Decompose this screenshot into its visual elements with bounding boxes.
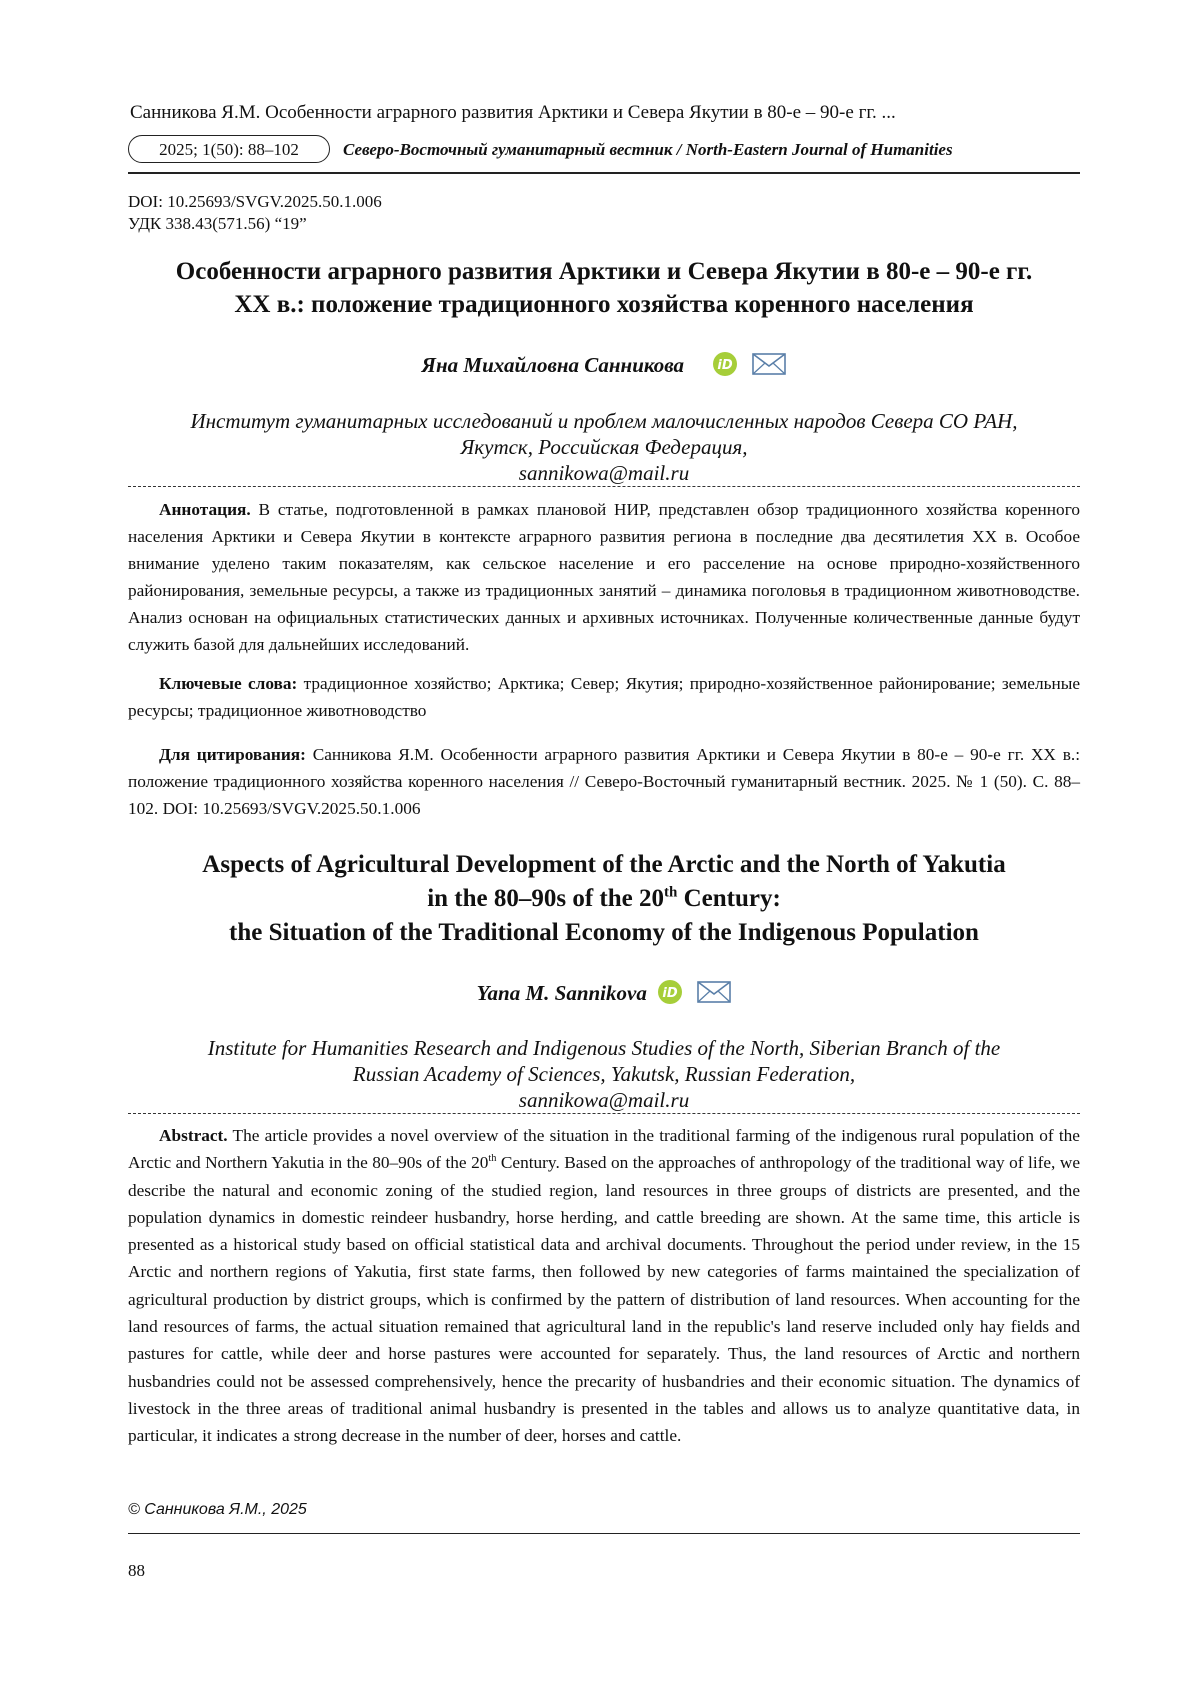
en-author-row	[128, 980, 1080, 1010]
ru-keywords-label: Ключевые слова:	[159, 674, 298, 693]
ru-abstract	[128, 496, 1080, 658]
en-author-name: Yana M. Sannikova	[476, 980, 647, 1005]
header-rule	[128, 172, 1080, 174]
copyright: © Санникова Я.М., 2025	[128, 1501, 307, 1518]
en-affiliation-line1: Institute for Humanities Research and Indigenous Studies of the North, Siberian Branch of the	[207, 1036, 1001, 1060]
en-abstract: Abstract. The article provides a novel overview of the situation in the traditional farming of the indigenous rural population of the Arctic and Northern Yakutia in the 80–90s of the 20th Century. Based on the approaches of anthropology of the traditional way of life, we describe the natural and economic zoning of the studied region, land resources in three groups of districts are presented, and the population dynamics in domestic reindeer husbandry, horse herding, and cattle breeding are shown. At the same time, this article is presented as a historical study based on official statistical data and archival documents. Throughout the period under review, in the 15 Arctic and northern regions of Yakutia, first state farms, then followed by new categories of farms maintained the specialization of agricultural production by district groups, which is confirmed by the pattern of distribution of land resources. When accounting for the land resources of farms, the actual situation remained that agricultural land in the republic's land reserve included only hay fields and pastures for cattle, while deer and horse pastures were accounted for separately. Thus, the land resources of Arctic and northern husbandries could not be assessed comprehensively, hence the precarity of husbandries and their economic situation. The dynamics of livestock in the three areas of traditional animal husbandry is presented in the tables and allows us to analyze quantitative data, in particular, it indicates a strong decrease in the number of deer, horses and cattle.	[128, 1126, 1080, 1446]
ru-affiliation-line1: Институт гуманитарных исследований и проблем малочисленных народов Севера СО РАН,	[190, 409, 1018, 433]
ru-keywords	[128, 670, 1080, 724]
ru-affiliation-line2: Якутск, Российская Федерация,	[460, 435, 748, 459]
orcid-icon[interactable]	[713, 352, 737, 382]
page-number: 88	[128, 1561, 145, 1580]
en-affiliation-divider	[128, 1113, 1080, 1114]
ru-citation-text: Санникова Я.М. Особенности аграрного развития Арктики и Севера Якутии в 80-е – 90-е гг. XX в.: положение традиционного хозяйства коренного населения // Северо-Восточный гуманитарный вестник. 2025. № 1 (50). С. 88–102. DOI: 10.25693/SVGV.2025.50.1.006	[128, 745, 1080, 818]
mail-icon[interactable]	[752, 352, 786, 382]
en-affiliation	[128, 1035, 1080, 1113]
ru-email[interactable]: sannikowa@mail.ru	[518, 461, 690, 485]
footer-rule	[128, 1533, 1080, 1534]
doi: DOI: 10.25693/SVGV.2025.50.1.006	[128, 192, 382, 211]
ru-author-name: Яна Михайловна Санникова	[421, 352, 684, 377]
en-title-line3: the Situation of the Traditional Economy of the Indigenous Population	[229, 919, 979, 946]
ru-author-row	[128, 352, 1080, 382]
en-affiliation-line2: Russian Academy of Sciences, Yakutsk, Russian Federation,	[352, 1062, 856, 1086]
ru-keywords-text: традиционное хозяйство; Арктика; Север; Якутия; природно-хозяйственное районирование; земельные ресурсы; традиционное животноводство	[128, 674, 1080, 720]
svg-text:iD: iD	[717, 358, 733, 373]
ru-affiliation	[128, 408, 1080, 486]
ru-title	[128, 255, 1080, 321]
ru-affiliation-divider	[128, 486, 1080, 487]
en-email[interactable]: sannikowa@mail.ru	[518, 1088, 690, 1112]
ru-title-line2: XX в.: положение традиционного хозяйства коренного населения	[234, 291, 974, 318]
mail-icon[interactable]	[697, 980, 731, 1010]
ru-abstract-label: Аннотация.	[159, 500, 251, 519]
orcid-icon[interactable]	[658, 980, 682, 1010]
udk: УДК 338.43(571.56) “19”	[128, 214, 307, 233]
en-title-line1: Aspects of Agricultural Development of the Arctic and the North of Yakutia	[202, 851, 1006, 878]
en-title	[128, 848, 1080, 950]
ru-title-line1: Особенности аграрного развития Арктики и Севера Якутии в 80-е – 90-е гг.	[175, 258, 1033, 285]
ru-citation-label: Для цитирования:	[159, 745, 306, 764]
running-title: Санникова Я.М. Особенности аграрного развития Арктики и Севера Якутии в 80-е – 90-е гг. ...	[130, 102, 896, 123]
en-title-line2: in the 80–90s of the 20th Century:	[427, 884, 781, 912]
journal-name: Северо-Восточный гуманитарный вестник / North-Eastern Journal of Humanities	[343, 140, 953, 159]
ru-abstract-text: В статье, подготовленной в рамках плановой НИР, представлен обзор традиционного хозяйства коренного населения Арктики и Севера Якутии в контексте аграрного развития региона в последние два десятилетия XX в. Особое внимание уделено таким показателям, как сельское население и его расселение на основе природно-хозяйственного районирования, земельные ресурсы, а также из традиционных занятий – динамика поголовья в традиционном животноводстве. Анализ основан на официальных статистических данных и архивных источниках. Полученные количественные данные будут служить базой для дальнейших исследований.	[128, 500, 1080, 654]
ru-citation	[128, 741, 1080, 822]
svg-text:iD: iD	[662, 986, 678, 1001]
issue-badge: 2025; 1(50): 88–102	[128, 135, 330, 163]
en-abstract-label: Abstract.	[159, 1126, 228, 1145]
